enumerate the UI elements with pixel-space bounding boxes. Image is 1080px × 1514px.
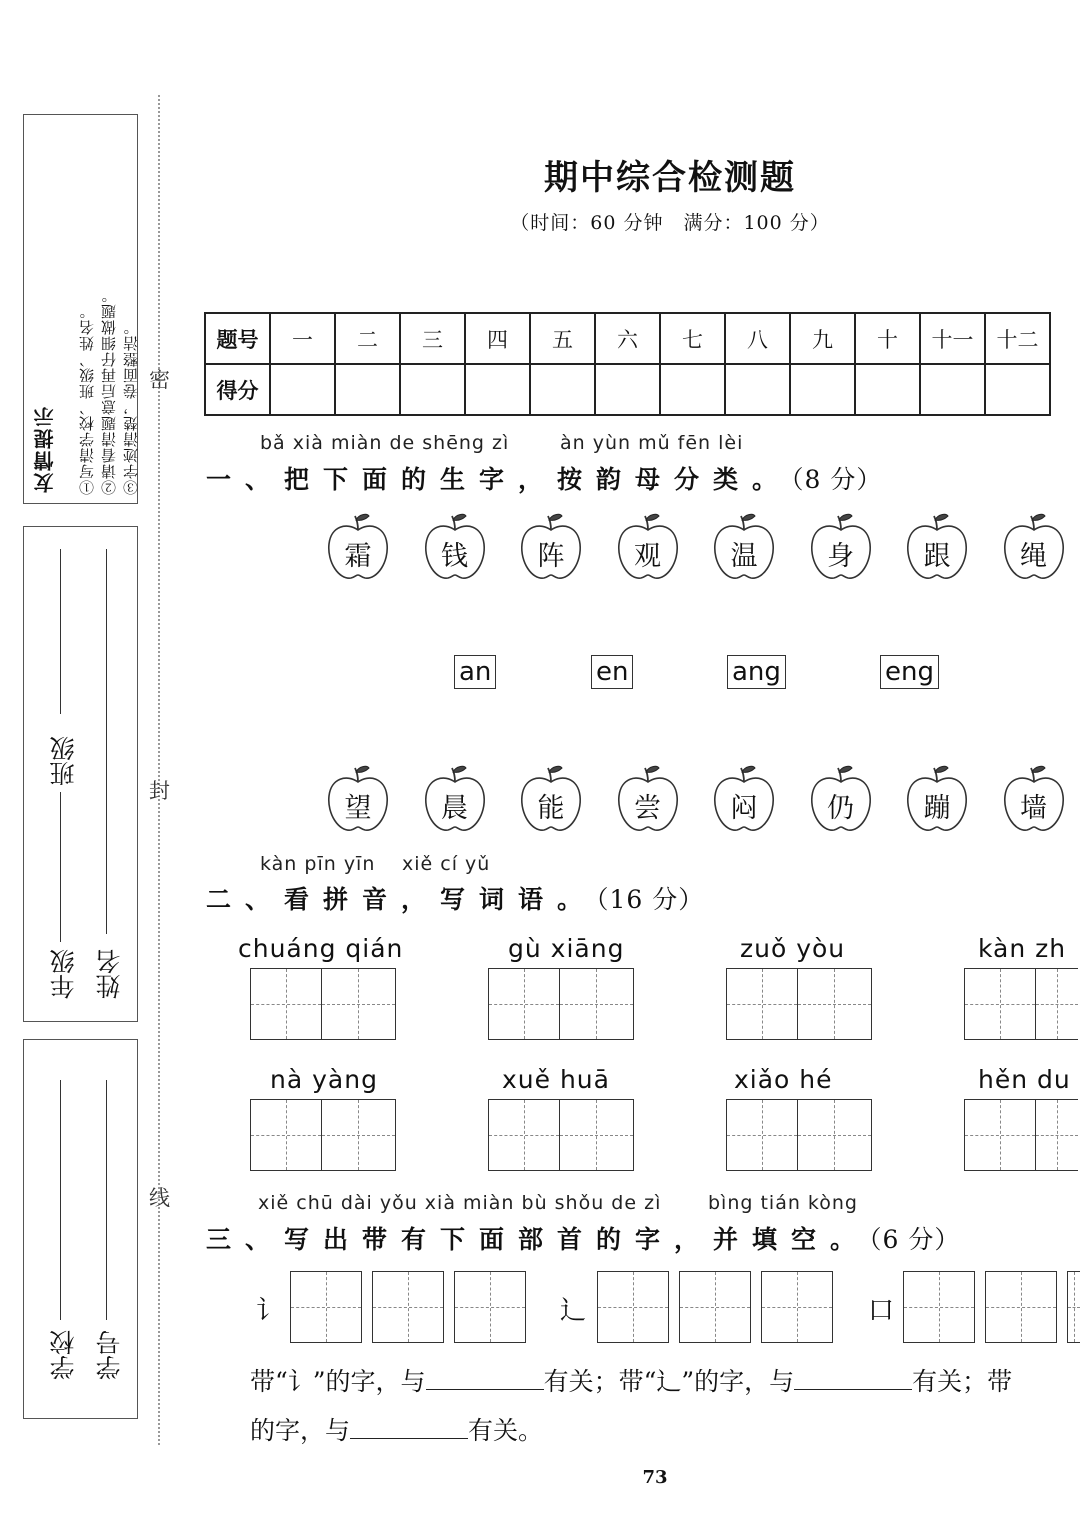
s1-pinyin-b: àn yùn mǔ fēn lèi xyxy=(560,432,744,454)
tianzige-cell[interactable] xyxy=(1036,1099,1078,1171)
seal-xian: 线 xyxy=(149,1186,170,1210)
tip-2: ②请看清题意后再仔细做题。 xyxy=(100,287,118,495)
name-label: 姓名 xyxy=(95,949,124,999)
fill-blank[interactable] xyxy=(794,1367,912,1390)
tianzige-cell[interactable] xyxy=(964,968,1036,1040)
col-header: 五 xyxy=(530,313,595,364)
col-header: 四 xyxy=(465,313,530,364)
s3-heading xyxy=(206,1220,960,1256)
apple-char-label: 霜 xyxy=(344,541,372,572)
class-name-box xyxy=(23,526,138,1022)
number-label: 学号 xyxy=(95,1330,124,1380)
apple-char-label: 仍 xyxy=(827,793,854,824)
s1-pinyin-a: bǎ xià miàn de shēng zì xyxy=(260,432,510,454)
s2-pinyin-b: xiě cí yǔ xyxy=(402,853,491,875)
score-cell[interactable] xyxy=(465,364,530,415)
apple-char-label: 尝 xyxy=(634,793,661,824)
apple-char-label: 绳 xyxy=(1020,541,1047,572)
s1-heading-text: 一、把下面的生字，按韵母分类。 xyxy=(206,465,792,494)
radical-yan: 讠 xyxy=(256,1296,283,1326)
score-cell[interactable] xyxy=(400,364,465,415)
score-cell[interactable] xyxy=(985,364,1050,415)
s2-word-pinyin: xuě huā xyxy=(502,1065,610,1094)
s3-pinyin-a: xiě chū dài yǒu xià miàn bù shǒu de zì xyxy=(258,1192,662,1214)
radical-write-box[interactable] xyxy=(372,1271,444,1343)
apple-char-label: 晨 xyxy=(441,793,468,824)
apple-char-label: 闷 xyxy=(730,793,758,824)
col-header: 九 xyxy=(790,313,855,364)
score-table xyxy=(204,312,1051,416)
col-header: 三 xyxy=(400,313,465,364)
col-header: 一 xyxy=(270,313,335,364)
tianzige-cell[interactable] xyxy=(250,1099,322,1171)
apple-char-r2-6[interactable] xyxy=(808,764,874,836)
apple-char-r1-5[interactable] xyxy=(711,512,777,584)
apple-char-r2-4[interactable] xyxy=(615,764,681,836)
radical-write-box[interactable] xyxy=(454,1271,526,1343)
radical-write-box[interactable] xyxy=(679,1271,751,1343)
page-title: 期中综合检测题 xyxy=(544,158,796,198)
apple-char-r2-1[interactable] xyxy=(325,764,391,836)
radical-write-box[interactable] xyxy=(761,1271,833,1343)
score-cell[interactable] xyxy=(270,364,335,415)
tianzige-cell[interactable] xyxy=(250,968,322,1040)
apple-char-r1-7[interactable] xyxy=(904,512,970,584)
tianzige-cell[interactable] xyxy=(726,968,798,1040)
s2-points: （16 分） xyxy=(596,885,705,914)
apple-char-r1-2[interactable] xyxy=(422,512,488,584)
school-number-box xyxy=(23,1039,138,1419)
write-box-pair[interactable] xyxy=(250,968,396,1040)
apple-char-label: 阵 xyxy=(537,541,565,572)
fill-text-b: 有关；带“辶”的字，与 xyxy=(543,1367,795,1396)
tianzige-cell[interactable] xyxy=(964,1099,1036,1171)
s2-word-pinyin: hěn du xyxy=(978,1065,1071,1094)
apple-char-r2-3[interactable] xyxy=(518,764,584,836)
score-cell[interactable] xyxy=(920,364,985,415)
radical-write-box[interactable] xyxy=(597,1271,669,1343)
apple-char-label: 身 xyxy=(827,541,854,572)
score-cell[interactable] xyxy=(790,364,855,415)
apple-char-label: 望 xyxy=(344,793,372,824)
tianzige-cell[interactable] xyxy=(560,1099,634,1171)
seal-feng: 封 xyxy=(149,779,170,803)
apple-char-r2-2[interactable] xyxy=(422,764,488,836)
s2-word-pinyin: gù xiāng xyxy=(508,934,625,963)
rime-box-eng[interactable]: eng xyxy=(880,655,939,689)
tip-3: ③字迹清楚，卷面整洁。 xyxy=(122,319,140,495)
score-row-numbers xyxy=(205,313,1050,364)
apple-char-label: 温 xyxy=(730,541,758,572)
write-box-pair[interactable] xyxy=(726,1099,872,1171)
s3-pinyin-b: bìng tián kòng xyxy=(708,1192,858,1214)
s2-word-pinyin: chuáng qián xyxy=(238,934,404,963)
apple-char-r1-6[interactable] xyxy=(808,512,874,584)
s3-points: （6 分） xyxy=(869,1225,961,1254)
s1-heading xyxy=(206,460,882,496)
fill-blank[interactable] xyxy=(350,1416,468,1439)
apple-char-label: 观 xyxy=(634,541,661,572)
class-field[interactable] xyxy=(60,549,61,714)
rime-box-en[interactable]: en xyxy=(591,655,633,689)
rime-box-an[interactable]: an xyxy=(454,655,496,689)
tip-1: ①写清学校、班级、姓名。 xyxy=(78,303,96,495)
tianzige-cell[interactable] xyxy=(322,968,396,1040)
col-header: 十一 xyxy=(920,313,985,364)
score-cell[interactable] xyxy=(855,364,920,415)
radical-write-box[interactable] xyxy=(903,1271,975,1343)
tianzige-cell[interactable] xyxy=(488,1099,560,1171)
radical-write-box[interactable] xyxy=(1067,1271,1080,1343)
class-label: 班级 xyxy=(49,736,78,786)
write-box-pair[interactable] xyxy=(726,968,872,1040)
tianzige-cell[interactable] xyxy=(560,968,634,1040)
apple-char-r1-1[interactable] xyxy=(325,512,391,584)
apple-char-label: 蹦 xyxy=(923,793,951,824)
score-cell[interactable] xyxy=(530,364,595,415)
radical-write-box[interactable] xyxy=(985,1271,1057,1343)
col-header: 七 xyxy=(660,313,725,364)
fill-text-d: 的字，与 xyxy=(250,1416,351,1445)
apple-char-r2-5[interactable] xyxy=(711,764,777,836)
page-subtitle: （时间：60 分钟 满分：100 分） xyxy=(510,212,830,234)
apple-char-r1-3[interactable] xyxy=(518,512,584,584)
apple-char-r1-8[interactable] xyxy=(1001,512,1067,584)
radical-kou: 口 xyxy=(868,1296,895,1326)
col-header: 六 xyxy=(595,313,660,364)
fill-text-c: 有关；带 xyxy=(912,1367,1013,1396)
grade-label: 年级 xyxy=(49,949,78,999)
rime-box-ang[interactable]: ang xyxy=(727,655,786,689)
number-field[interactable] xyxy=(106,1080,107,1320)
apple-char-label: 墙 xyxy=(1020,793,1047,824)
row-label-score: 得分 xyxy=(205,364,270,415)
col-header: 八 xyxy=(725,313,790,364)
school-label: 学校 xyxy=(49,1330,78,1380)
tianzige-cell[interactable] xyxy=(798,1099,872,1171)
tianzige-cell[interactable] xyxy=(322,1099,396,1171)
page-number: 73 xyxy=(642,1467,668,1488)
write-box-pair[interactable] xyxy=(964,968,1078,1040)
tips-title: 友情提示 xyxy=(33,405,57,493)
apple-char-r2-7[interactable] xyxy=(904,764,970,836)
apple-char-label: 能 xyxy=(537,793,565,824)
name-field[interactable] xyxy=(106,549,107,934)
s2-word-pinyin: kàn zh xyxy=(978,934,1067,963)
write-box-pair[interactable] xyxy=(250,1099,396,1171)
s2-heading-text: 二、看拼音，写词语。 xyxy=(206,885,597,914)
apple-char-r1-4[interactable] xyxy=(615,512,681,584)
tianzige-cell[interactable] xyxy=(1036,968,1078,1040)
score-cell[interactable] xyxy=(595,364,660,415)
school-field[interactable] xyxy=(60,1080,61,1320)
tianzige-cell[interactable] xyxy=(798,968,872,1040)
col-header: 十 xyxy=(855,313,920,364)
s2-pinyin-a: kàn pīn yīn xyxy=(260,853,376,875)
apple-char-label: 钱 xyxy=(441,541,468,572)
score-cell[interactable] xyxy=(335,364,400,415)
apple-char-label: 跟 xyxy=(923,541,951,572)
radical-chuo: 辶 xyxy=(560,1296,587,1326)
binding-dotted-line xyxy=(158,95,160,1445)
s3-heading-text: 三、写出带有下面部首的字，并填空。 xyxy=(206,1225,870,1254)
tianzige-cell[interactable] xyxy=(488,968,560,1040)
seal-mi: 密 xyxy=(149,368,170,392)
write-box-pair[interactable] xyxy=(488,1099,634,1171)
row-label-question: 题号 xyxy=(205,313,270,364)
fill-blank[interactable] xyxy=(426,1367,544,1390)
s2-word-pinyin: nà yàng xyxy=(270,1065,378,1094)
radical-write-box[interactable] xyxy=(290,1271,362,1343)
write-box-pair[interactable] xyxy=(488,968,634,1040)
write-box-pair[interactable] xyxy=(964,1099,1078,1171)
score-cell[interactable] xyxy=(660,364,725,415)
apple-char-r2-8[interactable] xyxy=(1001,764,1067,836)
s3-fill-line-1 xyxy=(250,1362,1012,1398)
s2-word-pinyin: xiǎo hé xyxy=(734,1065,833,1094)
s3-fill-line-2 xyxy=(250,1411,543,1447)
s2-heading xyxy=(206,880,704,916)
fill-text-a: 带“讠”的字，与 xyxy=(250,1367,426,1396)
score-cell[interactable] xyxy=(725,364,790,415)
score-row-points xyxy=(205,364,1050,415)
fill-text-e: 有关。 xyxy=(468,1416,544,1445)
s1-points: （8 分） xyxy=(791,465,883,494)
col-header: 十二 xyxy=(985,313,1050,364)
tianzige-cell[interactable] xyxy=(726,1099,798,1171)
s2-word-pinyin: zuǒ yòu xyxy=(740,934,846,963)
col-header: 二 xyxy=(335,313,400,364)
grade-field[interactable] xyxy=(60,792,61,942)
